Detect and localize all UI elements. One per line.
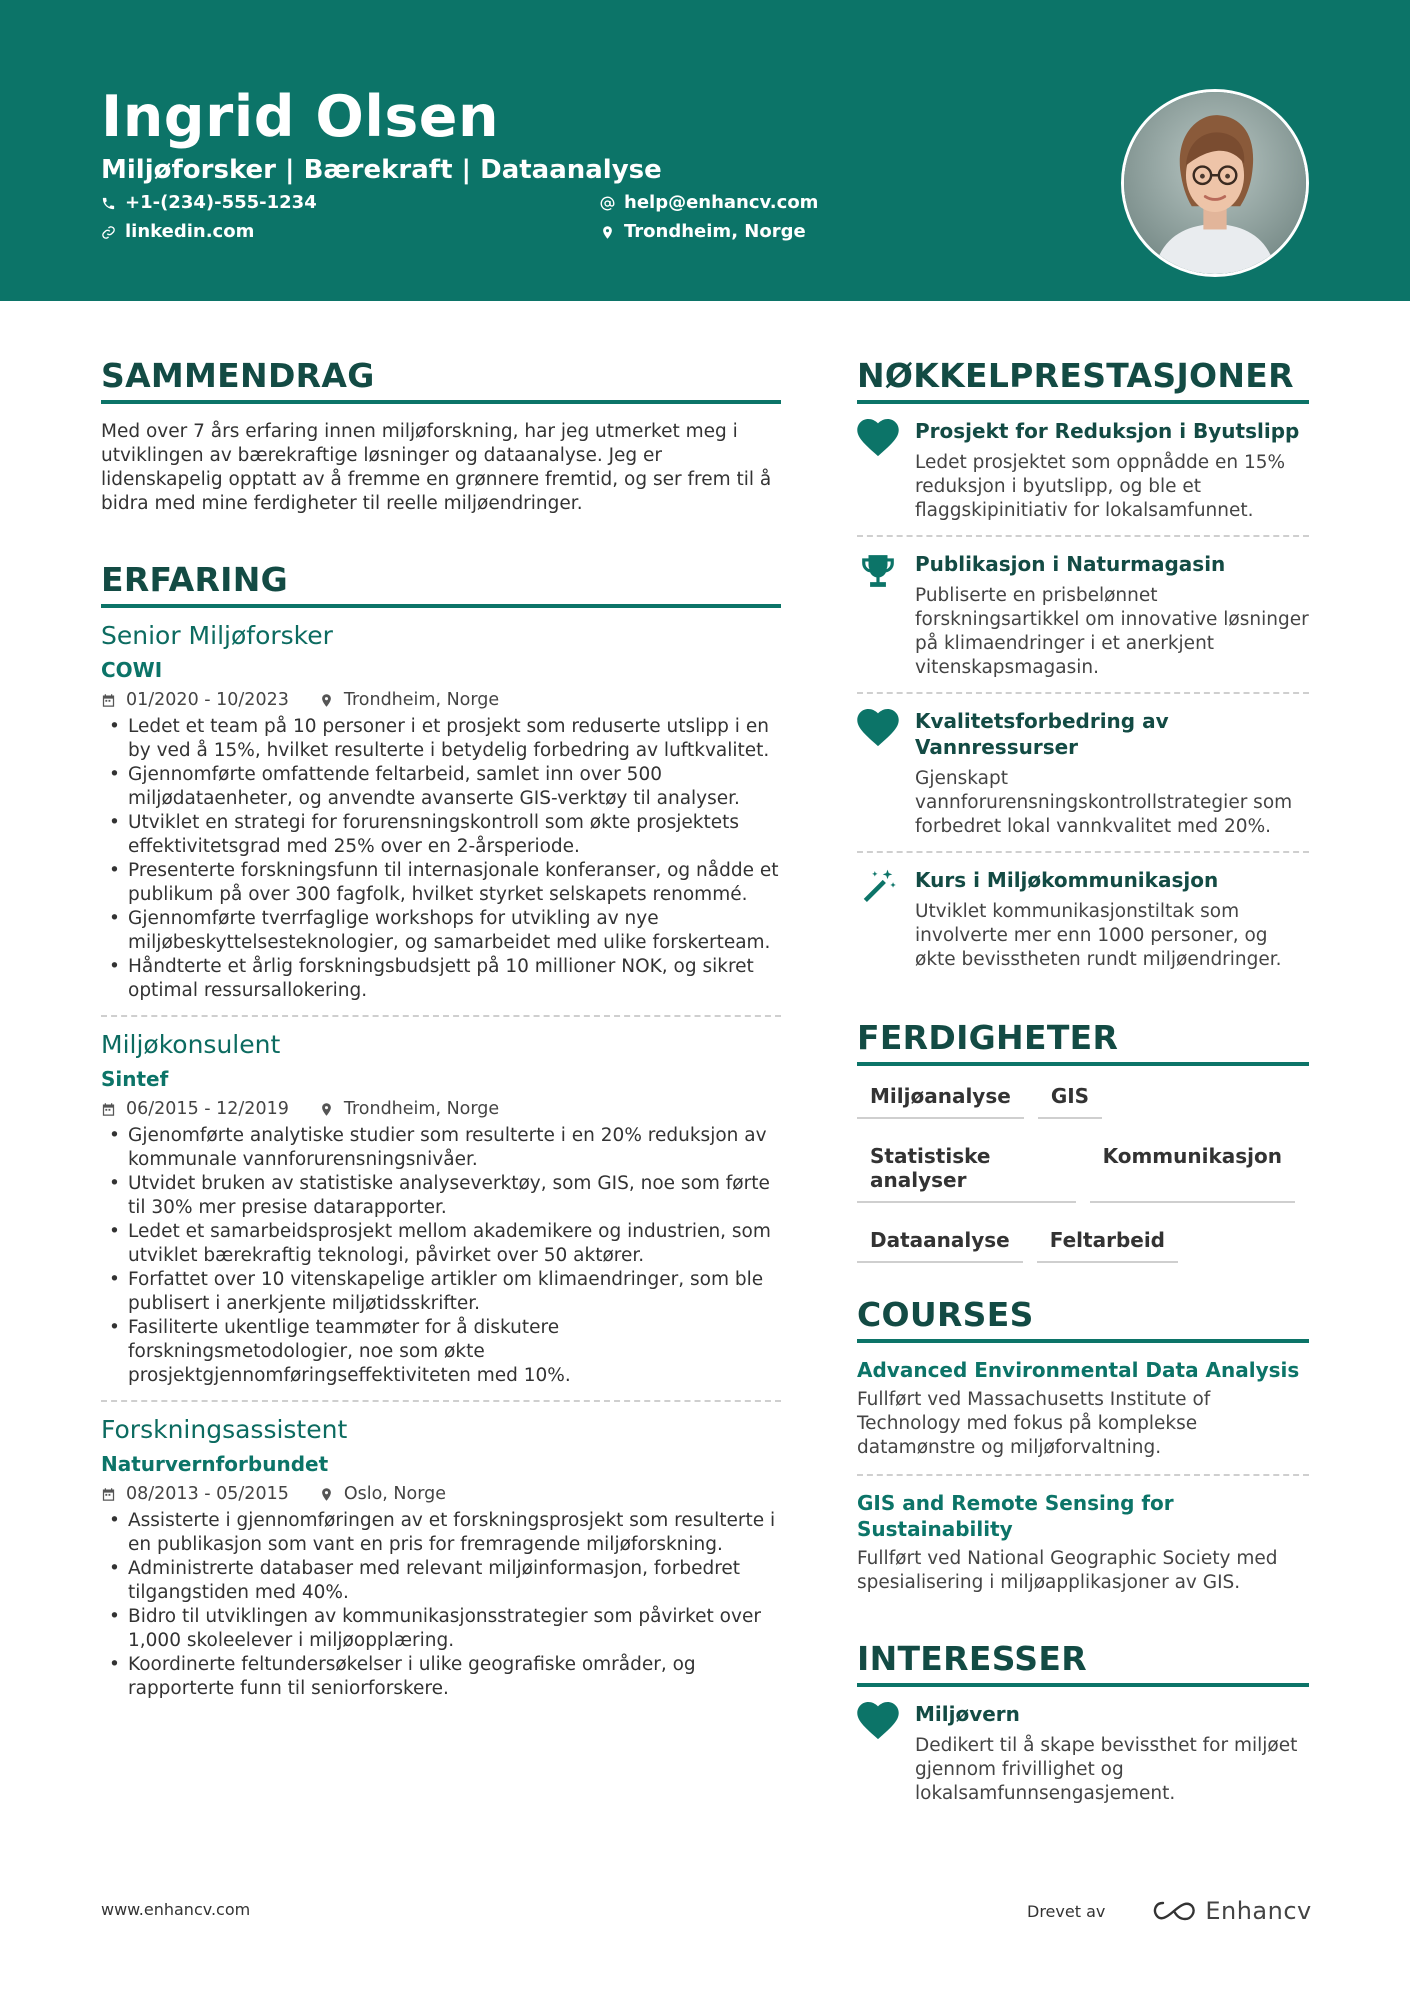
job-dates: 08/2013 - 05/2015 [126,1484,289,1504]
job-dates: 06/2015 - 12/2019 [126,1099,289,1119]
job-bullet: • Forfattet over 10 vitenskapelige artikler om klimaendringer, som ble publisert i anerkjente miljøtidsskrifter. [101,1268,781,1316]
job-meta [101,1483,781,1505]
interest-description: Dedikert til å skape bevissthet for miljøet gjennom frivillighet og lokalsamfunnsengasjement. [915,1735,1298,1804]
location-pin-icon [319,1102,334,1117]
job-bullet: • Gjenomførte analytiske studier som resulterte i en 20% reduksjon av kommunale vannforurensningsnivåer. [101,1124,781,1172]
courses-section [857,1295,1309,1595]
interest-item [857,1687,1309,1818]
interests-heading: INTERESSER [857,1639,1309,1687]
heart-icon [857,1701,915,1806]
achievements-heading: NØKKELPRESTASJONER [857,356,1309,404]
job-location: Trondheim, Norge [343,1099,500,1119]
footer-website[interactable]: www.enhancv.com [101,1900,251,1919]
skill-row [857,1078,1309,1119]
job-bullet: • Presenterte forskningsfunn til internasjonale konferanser, og nådde et publikum på over 300 fagfolk, hvilket styrket selskapets renommé. [101,859,781,907]
course-title: Advanced Environmental Data Analysis [857,1358,1300,1382]
achievement-title: Kurs i Miljøkommunikasjon [915,868,1219,892]
courses-heading: COURSES [857,1295,1309,1343]
phone-text: +1-(234)-555-1234 [125,192,317,213]
job-divider [101,1015,781,1017]
job-bullet: • Gjennomførte omfattende feltarbeid, samlet inn over 500 miljødataenheter, og anvendte avanserte GIS-verktøy til analyser. [101,763,781,811]
candidate-title: Miljøforsker | Bærekraft | Dataanalyse [101,155,662,185]
magic-wand-icon [857,867,915,972]
linkedin-contact[interactable] [101,220,254,244]
achievements-section [857,356,1309,984]
summary-text: Med over 7 års erfaring innen miljøforskning, har jeg utmerket meg i utviklingen av bærekraftige løsninger og dataanalyse. Jeg er lidenskapelig opptatt av å fremme en grønnere fremtid, og ser frem til å bidra med mine ferdigheter til reelle miljøendringer. [101,421,772,514]
footer-branding[interactable] [1027,1897,1312,1925]
profile-photo [1121,89,1309,277]
job-company: Naturvernforbundet [101,1452,329,1476]
heart-icon [857,708,915,839]
job-location: Trondheim, Norge [343,690,500,710]
job-location: Oslo, Norge [343,1484,446,1504]
job-bullet: • Håndterte et årlig forskningsbudsjett på 10 millioner NOK, og sikret optimal ressursallokering. [101,955,781,1003]
job-bullet: • Koordinerte feltundersøkelser i ulike geografiske områder, og rapporterte funn til seniorforskere. [101,1653,781,1701]
achievement-list [857,404,1309,984]
skills-heading: FERDIGHETER [857,1018,1309,1066]
job-bullet: • Gjennomførte tverrfaglige workshops for utvikling av nye miljøbeskyttelsesteknologier, og samarbeidet med ulike forskerteam. [101,907,781,955]
phone-icon [101,196,116,211]
job-entry [101,1029,781,1388]
achievement-description: Utviklet kommunikasjonstiltak som involverte mer enn 1000 personer, og økte bevisstheten rundt miljøendringer. [915,901,1282,970]
achievement-title: Prosjekt for Reduksjon i Byutslipp [915,419,1300,443]
course-item [857,1490,1309,1595]
resume-header [0,0,1410,301]
location-text: Trondheim, Norge [624,221,806,242]
achievement-description: Publiserte en prisbelønnet forskningsartikkel om innovative løsninger på klimaendringer i et anerkjent vitenskapsmagasin. [915,585,1309,678]
achievement-item [857,404,1309,537]
achievement-item [857,853,1309,984]
course-description: Fullført ved Massachusetts Institute of Technology med fokus på komplekse datamønstre og miljøforvaltning. [857,1389,1211,1458]
job-title: Forskningsassistent [101,1415,348,1444]
interest-title: Miljøvern [915,1702,1020,1726]
heart-icon [857,418,915,523]
job-list [101,620,781,1701]
job-bullet: • Assisterte i gjennomføringen av et forskningsprosjekt som resulterte i en publikasjon som vant en pris for fremragende miljøforskning. [101,1509,781,1557]
job-bullet: • Fasiliterte ukentlige teammøter for å diskutere forskningsmetodologier, noe som økte prosjektgjennomføringseffektiviteten med 10%. [101,1316,781,1388]
job-entry [101,620,781,1003]
job-title: Miljøkonsulent [101,1030,281,1059]
powered-by-label: Drevet av [1027,1901,1106,1921]
location-pin-icon [319,1487,334,1502]
job-bullet: • Utviklet en strategi for forurensningskontroll som økte prosjektets effektivitetsgrad med 25% over en 2-årsperiode. [101,811,781,859]
calendar-icon [101,1102,116,1117]
brand-logo [1151,1897,1311,1925]
achievement-item [857,537,1309,694]
at-icon [600,196,615,211]
trophy-icon [857,551,915,680]
skills-section [857,1018,1309,1263]
job-divider [101,1400,781,1402]
job-bullet: • Ledet et samarbeidsprosjekt mellom akademikere og industrien, som utviklet bærekraftig teknologi, påvirket over 50 aktører. [101,1220,781,1268]
experience-heading: ERFARING [101,560,781,608]
link-icon [101,225,116,240]
job-bullet: • Bidro til utviklingen av kommunikasjonsstrategier som påvirket over 1,000 skoleelever i miljøopplæring. [101,1605,781,1653]
calendar-icon [101,1487,116,1502]
job-title: Senior Miljøforsker [101,621,333,650]
job-bullets [101,715,781,1003]
location-pin-icon [600,225,615,240]
course-item [857,1357,1309,1460]
course-list [857,1357,1309,1595]
job-bullet: • Utvidet bruken av statistiske analyseverktøy, som GIS, noe som førte til 30% mer presise datarapporter. [101,1172,781,1220]
achievement-description: Gjenskapt vannforurensningskontrollstrategier som forbedret lokal vannkvalitet med 20%. [915,768,1293,837]
skill-row [857,1138,1309,1203]
course-title: GIS and Remote Sensing for Sustainability [857,1491,1174,1541]
skill-row [857,1222,1309,1263]
course-divider [857,1474,1309,1476]
left-column [101,356,781,1701]
interests-section [857,1639,1309,1818]
skill-tag: Miljøanalyse [857,1078,1024,1119]
skill-list [857,1078,1309,1263]
achievement-title: Publikasjon i Naturmagasin [915,552,1226,576]
job-company: COWI [101,658,163,682]
job-entry [101,1414,781,1701]
location-pin-icon [319,693,334,708]
achievement-item [857,694,1309,853]
skill-tag: Feltarbeid [1037,1222,1178,1263]
skill-tag: Statistiske analyser [857,1138,1076,1203]
experience-section [101,560,781,1701]
skill-tag: Dataanalyse [857,1222,1023,1263]
candidate-name: Ingrid Olsen [101,84,500,150]
job-dates: 01/2020 - 10/2023 [126,690,289,710]
job-bullets [101,1509,781,1701]
calendar-icon [101,693,116,708]
phone-contact[interactable] [101,191,317,215]
achievement-title: Kvalitetsforbedring av Vannressurser [915,709,1169,759]
job-meta [101,689,781,711]
job-company: Sintef [101,1067,169,1091]
skill-tag: Kommunikasjon [1090,1138,1295,1203]
skill-tag: GIS [1038,1078,1102,1119]
interest-list [857,1687,1309,1818]
enhancv-logo-icon [1151,1899,1197,1923]
location-contact [600,220,806,244]
job-bullets [101,1124,781,1388]
email-contact[interactable] [600,191,818,215]
summary-section [101,356,781,516]
job-meta [101,1098,781,1120]
right-column [857,356,1309,1818]
linkedin-text: linkedin.com [125,221,255,242]
job-bullet: • Administrerte databaser med relevant miljøinformasjon, forbedret tilgangstiden med 40%. [101,1557,781,1605]
summary-heading: SAMMENDRAG [101,356,781,404]
course-description: Fullført ved National Geographic Society med spesialisering i miljøapplikasjoner av GIS. [857,1548,1278,1593]
achievement-description: Ledet prosjektet som oppnådde en 15% reduksjon i byutslipp, og ble et flaggskipinitiativ for lokalsamfunnet. [915,452,1286,521]
job-bullet: • Ledet et team på 10 personer i et prosjekt som reduserte utslipp i en by ved å 15%, hvilket resulterte i betydelig forbedring av luftkvalitet. [101,715,781,763]
brand-name: Enhancv [1205,1897,1312,1925]
email-text: help@enhancv.com [624,192,819,213]
